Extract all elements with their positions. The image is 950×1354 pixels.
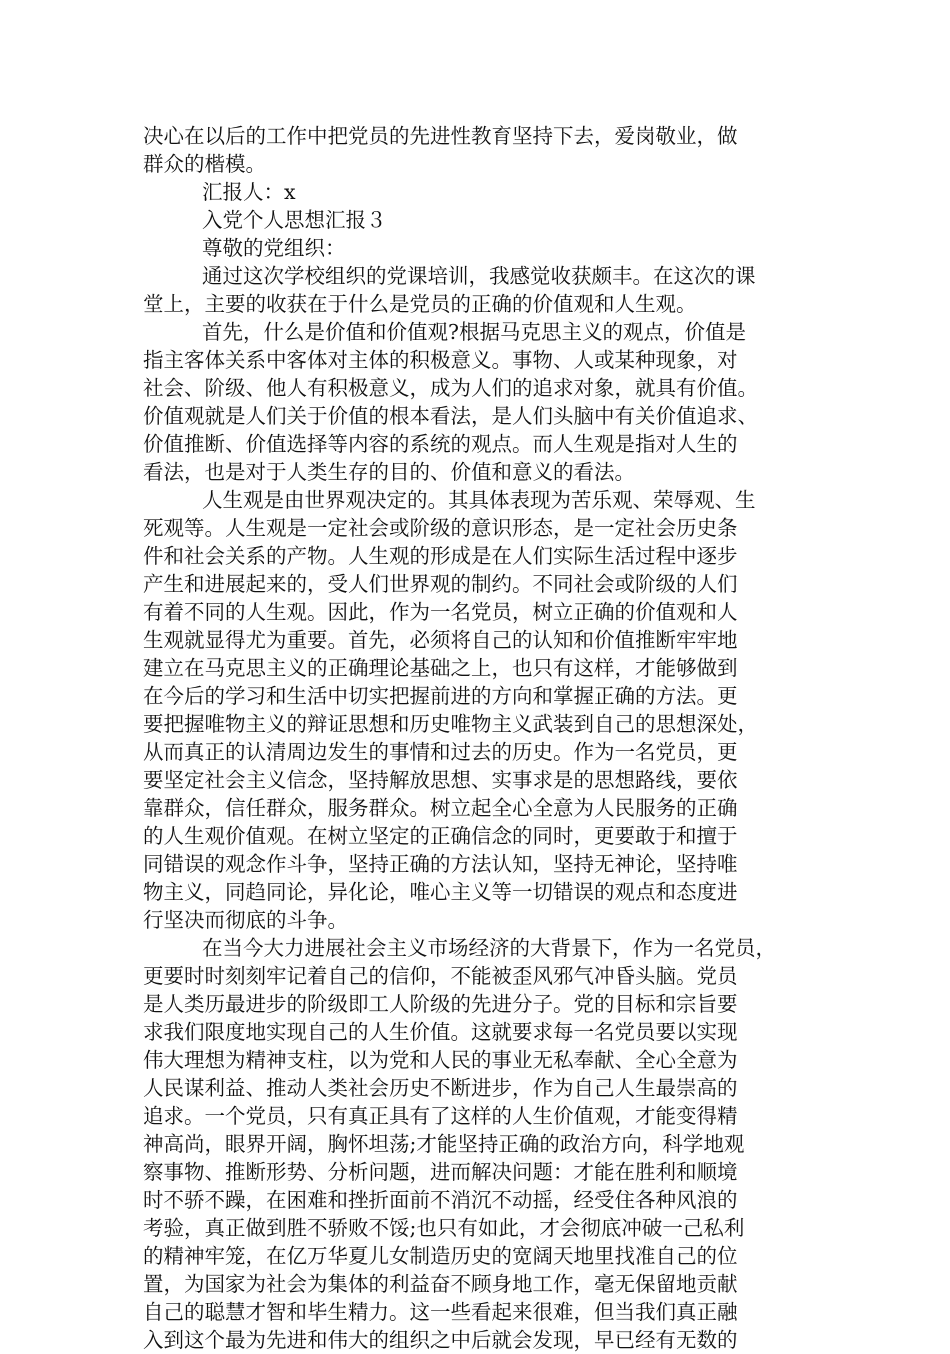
- paragraph-start: 通过这次学校组织的党课培训，我感觉收获颇丰。在这次的课: [202, 264, 756, 288]
- text-line: 自己的聪慧才智和毕生精力。这一些看起来很难，但当我们真正融: [143, 1300, 738, 1324]
- text-line: 价值推断、价值选择等内容的系统的观点。而人生观是指对人生的: [143, 432, 738, 456]
- text-line: 在今后的学习和生活中切实把握前进的方向和掌握正确的方法。更: [143, 684, 738, 708]
- text-line: 时不骄不躁，在困难和挫折面前不消沉不动摇，经受住各种风浪的: [143, 1188, 738, 1212]
- text-line: 决心在以后的工作中把党员的先进性教育坚持下去，爱岗敬业，做: [143, 124, 738, 148]
- text-line: 指主客体关系中客体对主体的积极意义。事物、人或某种现象，对: [143, 348, 738, 372]
- text-line: 更要时时刻刻牢记着自己的信仰，不能被歪风邪气冲昏头脑。党员: [143, 964, 738, 988]
- text-line: 看法，也是对于人类生存的目的、价值和意义的看法。: [143, 460, 635, 484]
- body-text: [143, 122, 833, 1354]
- text-line: 追求。一个党员，只有真正具有了这样的人生价值观，才能变得精: [143, 1104, 738, 1128]
- text-line: 物主义，同趋同论，异化论，唯心主义等一切错误的观点和态度进: [143, 880, 738, 904]
- salutation: 尊敬的党组织：: [202, 236, 346, 260]
- paragraph-start: 人生观是由世界观决定的。其具体表现为苦乐观、荣辱观、生: [202, 488, 756, 512]
- text-line: 神高尚，眼界开阔，胸怀坦荡;才能坚持正确的政治方向，科学地观: [143, 1132, 745, 1156]
- text-line: 死观等。人生观是一定社会或阶级的意识形态，是一定社会历史条: [143, 516, 738, 540]
- text-line: 置，为国家为社会为集体的利益奋不顾身地工作，毫无保留地贡献: [143, 1272, 738, 1296]
- text-line: 是人类历最进步的阶级即工人阶级的先进分子。党的目标和宗旨要: [143, 992, 738, 1016]
- text-line: 要把握唯物主义的辩证思想和历史唯物主义武装到自己的思想深处，: [143, 712, 758, 736]
- text-line: 人民谋利益、推动人类社会历史不断进步，作为自己人生最崇高的: [143, 1076, 738, 1100]
- text-line: 从而真正的认清周边发生的事情和过去的历史。作为一名党员，更: [143, 740, 738, 764]
- text-line: 同错误的观念作斗争，坚持正确的方法认知，坚持无神论，坚持唯: [143, 852, 738, 876]
- text-line: 件和社会关系的产物。人生观的形成是在人们实际生活过程中逐步: [143, 544, 738, 568]
- paragraph-start: 首先，什么是价值和价值观?根据马克思主义的观点，价值是: [202, 320, 746, 344]
- text-line: 求我们限度地实现自己的人生价值。这就要求每一名党员要以实现: [143, 1020, 738, 1044]
- text-line: 群众的楷模。: [143, 152, 266, 176]
- text-line: 的人生观价值观。在树立坚定的正确信念的同时，更要敢于和擅于: [143, 824, 738, 848]
- text-line: 入到这个最为先进和伟大的组织之中后就会发现，早已经有无数的: [143, 1328, 738, 1352]
- section-title: 入党个人思想汇报３: [202, 208, 387, 232]
- text-line: 建立在马克思主义的正确理论基础之上，也只有这样，才能够做到: [143, 656, 738, 680]
- text-line: 要坚定社会主义信念，坚持解放思想、实事求是的思想路线，要依: [143, 768, 738, 792]
- text-line: 有着不同的人生观。因此，作为一名党员，树立正确的价值观和人: [143, 600, 738, 624]
- text-line: 堂上，主要的收获在于什么是党员的正确的价值观和人生观。: [143, 292, 697, 316]
- text-line: 产生和进展起来的，受人们世界观的制约。不同社会或阶级的人们: [143, 572, 738, 596]
- text-line: 伟大理想为精神支柱，以为党和人民的事业无私奉献、全心全意为: [143, 1048, 738, 1072]
- reporter-line: 汇报人：x: [202, 180, 296, 204]
- text-line: 的精神牢笼，在亿万华夏儿女制造历史的宽阔天地里找准自己的位: [143, 1244, 738, 1268]
- text-line: 考验，真正做到胜不骄败不馁;也只有如此，才会彻底冲破一己私利: [143, 1216, 745, 1240]
- text-line: 行坚决而彻底的斗争。: [143, 908, 348, 932]
- text-line: 靠群众，信任群众，服务群众。树立起全心全意为人民服务的正确: [143, 796, 738, 820]
- text-line: 生观就显得尤为重要。首先，必须将自己的认知和价值推断牢牢地: [143, 628, 738, 652]
- text-line: 价值观就是人们关于价值的根本看法，是人们头脑中有关价值追求、: [143, 404, 758, 428]
- text-line: 社会、阶级、他人有积极意义，成为人们的追求对象，就具有价值。: [143, 376, 758, 400]
- text-line: 察事物、推断形势、分析问题，进而解决问题：才能在胜利和顺境: [143, 1160, 738, 1184]
- paragraph-start: 在当今大力进展社会主义市场经济的大背景下，作为一名党员，: [202, 936, 776, 960]
